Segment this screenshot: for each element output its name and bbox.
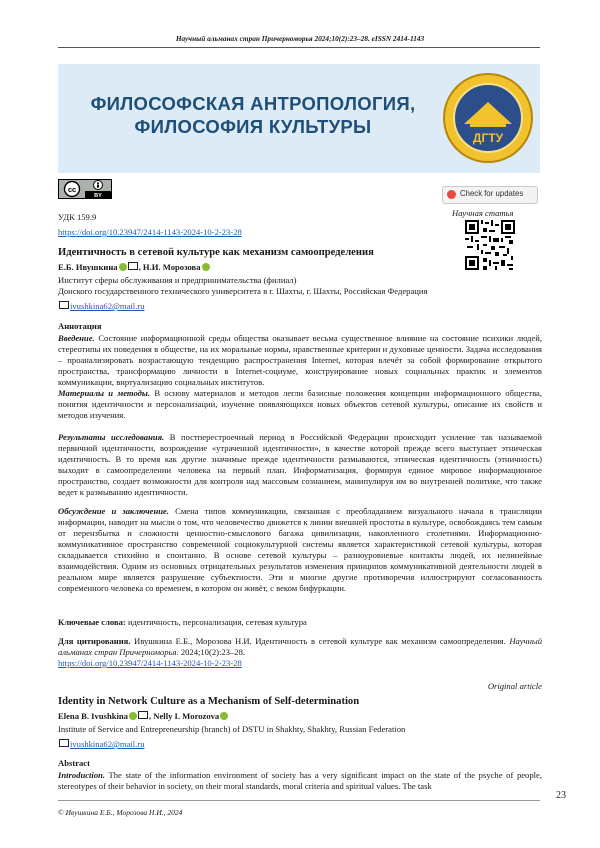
keywords-ru xyxy=(58,617,542,628)
discussion-text: Смена типов коммуникации, связанная с преобладанием визуального начала в трансляции информации, наводит на мысли о том, что человечество движется к линии внешней простоты в культуре, освобождаясь тем самым от перензбытка и сложности ценностно-смыслового багажа цивилизации, накопленного столетиями. Информационно-коммуникативное пространство современной социокультурной системы является характеристикой сетевой культуры, которая складывается стихийно и спонтанно. В основе сетевой культуры – разноуровневые контакты людей, их нелинейные взаимодействия. Одним из основных отрицательных результатов изменения принципов коммуникативной деятельности людей в реальном мире является разрушение субъектности. Эти и многие другие противоречия иллюстрируют согласованность современного человека со временем, в котором он живёт, с веком бифуркации. xyxy=(58,506,542,593)
keywords-label: Ключевые слова: xyxy=(58,617,126,627)
keywords-text: идентичность, персонализация, сетевая культура xyxy=(125,617,307,627)
header-rule xyxy=(58,47,540,48)
envelope-icon xyxy=(59,739,69,747)
check-for-updates-button[interactable] xyxy=(442,186,538,204)
author-1-name-en: Elena B. Ivushkina xyxy=(58,711,128,721)
citation-text-2: . 2024;10(2):23–28. xyxy=(176,647,246,657)
article-type-en: Original article xyxy=(487,681,542,691)
section-title-line2: ФИЛОСОФИЯ КУЛЬТУРЫ xyxy=(134,116,372,137)
dstu-logo xyxy=(442,72,534,164)
abstract-heading-ru: Аннотация xyxy=(58,321,102,331)
abstract-intro-en xyxy=(58,770,542,792)
copyright-footer: © Ивушкина Е.Б., Морозова Н.И., 2024 xyxy=(58,808,183,817)
citation-text-1: Ивушкина Е.Б., Морозова Н.И. Идентичность в сетевой культуре как механизм самоопределения. xyxy=(130,636,510,646)
footer-rule xyxy=(58,800,540,801)
intro-label: Введение. xyxy=(58,333,95,343)
article-type-ru: Научная статья xyxy=(452,208,514,218)
section-title-line1: ФИЛОСОФСКАЯ АНТРОПОЛОГИЯ, xyxy=(90,93,416,114)
envelope-icon xyxy=(59,301,69,309)
article-title-en: Identity in Network Culture as a Mechanism of Self-determination xyxy=(58,696,360,707)
discussion-label: Обсуждение и заключение. xyxy=(58,506,169,516)
results-label: Результаты исследования. xyxy=(58,432,165,442)
journal-header: Научный альманах стран Причерноморья 2024;10(2):23–28. eISSN 2414-1143 xyxy=(175,34,425,43)
citation-doi-link[interactable]: https://doi.org/10.23947/2414-1143-2024-10-2-23-28 xyxy=(58,658,242,668)
orcid-icon[interactable] xyxy=(202,263,210,271)
orcid-icon[interactable] xyxy=(129,712,137,720)
cc-by-license-icon[interactable] xyxy=(58,179,112,199)
by-text: BY xyxy=(94,193,102,199)
abstract-heading-en: Abstract xyxy=(58,758,90,768)
udk-code: УДК 159.9 xyxy=(58,212,97,222)
abstract-discussion-ru xyxy=(58,506,542,594)
author-separator: , xyxy=(138,262,143,272)
cc-text: cc xyxy=(67,185,77,194)
citation-journal: Научный альманах стран Причерноморья xyxy=(58,636,542,657)
check-updates-icon xyxy=(447,190,456,199)
results-text: В постперестроечный период в Российской Федерации происходит усиление так называемой первичной идентичности, возрождение «утраченной идентичности», в качестве которой прежде всего выступает этническая идентичность. В то время как другие значимые прежде идентичности размываются, этническая идентичность (этничность) выходит в самоопределении человека на первый план. Информатизация, формируя единое мировое информационное пространство, создает возможности для контроля над массовым сознанием, манипулируя им во внутренней политике, что также ведет к размыванию идентичности. xyxy=(58,432,542,497)
logo-text: ДГТУ xyxy=(472,131,504,145)
abstract-methods-ru xyxy=(58,388,542,421)
authors-en xyxy=(58,711,228,721)
affiliation-ru-line2: Донского государственного технического университета в г. Шахты, г. Шахты, Российская Федерация xyxy=(58,286,428,296)
email-link-en[interactable]: ivushkina62@mail.ru xyxy=(70,739,145,749)
author-separator-en: , xyxy=(148,711,154,721)
affiliation-ru-line1: Институт сферы обслуживания и предпринимательства (филиал) xyxy=(58,275,297,285)
orcid-icon[interactable] xyxy=(220,712,228,720)
section-title xyxy=(58,92,448,138)
article-title-ru: Идентичность в сетевой культуре как механизм самоопределения xyxy=(58,247,374,258)
intro-label-en: Introduction. xyxy=(58,770,106,780)
abstract-results-ru xyxy=(58,432,542,498)
intro-text: Состояние информационной среды общества оказывает весьма существенное влияние на состояние психики людей, стереотипы их поведения в обществе, на их моральные нормы, нравственные критерии и духовные ценности. Задача исследования – проанализировать возрастающую тенденцию распространения Internet, которая влечёт за собой формирование открытого пространства, трансформацию личности в Internet-социуме, конструирование новых социальных практик и элементов коммуникации, виртуализацию социальных институтов. xyxy=(58,333,542,387)
email-en[interactable] xyxy=(58,739,145,750)
email-link[interactable]: ivushkina62@mail.ru xyxy=(70,301,145,311)
check-updates-label: Check for updates xyxy=(460,189,524,198)
envelope-icon xyxy=(128,262,138,270)
qr-code-icon xyxy=(465,220,515,270)
citation-label: Для цитирования. xyxy=(58,636,131,646)
abstract-intro-ru xyxy=(58,333,542,388)
page-number: 23 xyxy=(556,790,566,801)
authors-ru xyxy=(58,262,210,272)
envelope-icon xyxy=(138,711,148,719)
methods-label: Материалы и методы. xyxy=(58,388,151,398)
methods-text: В основу материалов и методов легли базисные положения концепции информационного общества, понятия идентичности и персонализации, изучение появляющихся новых объектов сетевой культуры, описание их свойств и методов изучения. xyxy=(58,388,542,420)
intro-text-en: The state of the information environment of society has a very significant impact on the state of the psyche of people, stereotypes of their behavior in society, on their moral standards, moral criteria and spiritual values. The task xyxy=(58,770,542,791)
author-1-name: Е.Б. Ивушкина xyxy=(58,262,118,272)
doi-link[interactable]: https://doi.org/10.23947/2414-1143-2024-10-2-23-28 xyxy=(58,227,242,237)
email-ru[interactable] xyxy=(58,301,145,312)
author-2-name: Н.И. Морозова xyxy=(142,262,201,272)
affiliation-en: Institute of Service and Entrepreneurship (branch) of DSTU in Shakhty, Shakhty, Russian Federation xyxy=(58,724,406,734)
author-2-name-en: Nelly I. Morozova xyxy=(153,711,220,721)
orcid-icon[interactable] xyxy=(119,263,127,271)
citation-block xyxy=(58,636,542,669)
